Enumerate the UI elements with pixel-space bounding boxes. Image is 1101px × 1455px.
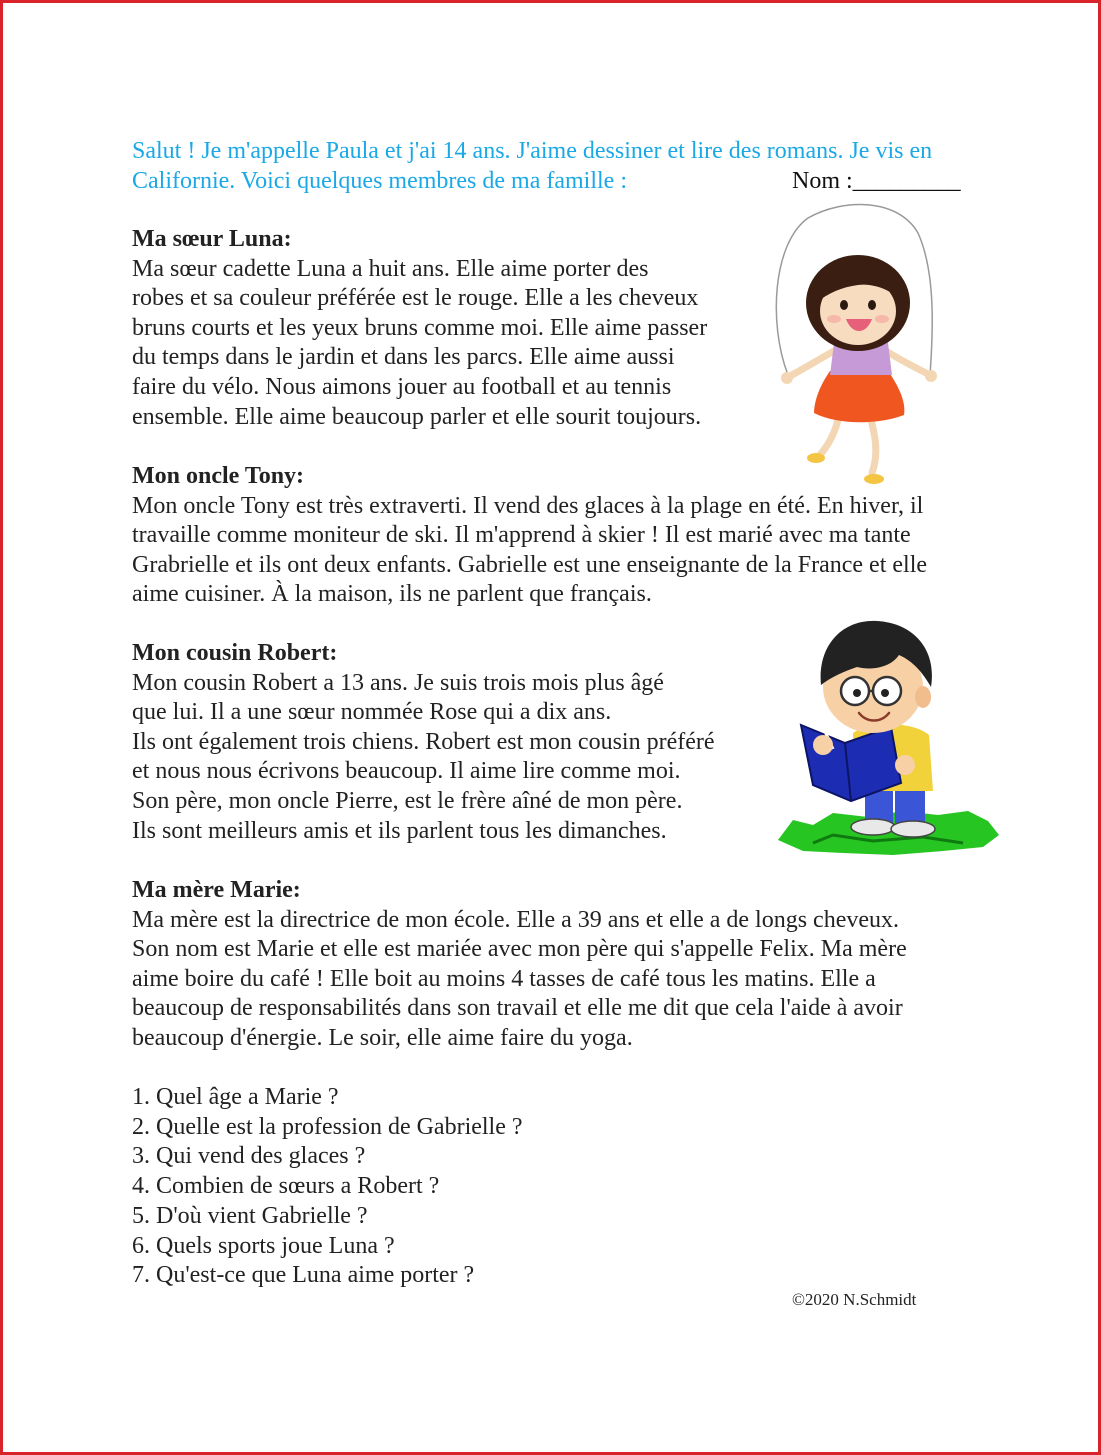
paragraph-line: Ils ont également trois chiens. Robert est mon cousin préféré (132, 728, 715, 755)
section-heading: Mon cousin Robert: (132, 640, 338, 666)
section-robert (132, 639, 715, 846)
paragraph-line: bruns courts et les yeux bruns comme moi. Elle aime passer (132, 314, 708, 341)
paragraph-line: et nous nous écrivons beaucoup. Il aime lire comme moi. (132, 758, 681, 785)
boy-reading-book-illustration (773, 615, 1003, 860)
question-item: 4. Combien de sœurs a Robert ? (132, 1173, 440, 1200)
question-item: 6. Quels sports joue Luna ? (132, 1232, 395, 1259)
paragraph-line: Mon cousin Robert a 13 ans. Je suis trois mois plus âgé (132, 669, 664, 696)
paragraph-line: que lui. Il a une sœur nommée Rose qui a dix ans. (132, 699, 612, 726)
paragraph-line: Grabrielle et ils ont deux enfants. Gabrielle est une enseignante de la France et elle (132, 551, 928, 578)
paragraph-line: travaille comme moniteur de ski. Il m'apprend à skier ! Il est marié avec ma tante (132, 522, 911, 549)
paragraph-line: ensemble. Elle aime beaucoup parler et elle sourit toujours. (132, 403, 702, 430)
section-heading: Mon oncle Tony: (132, 463, 305, 489)
paragraph-line: Ma mère est la directrice de mon école. Elle a 39 ans et elle a de longs cheveux. (132, 906, 900, 933)
question-list (132, 1083, 523, 1291)
question-item: 5. D'où vient Gabrielle ? (132, 1202, 368, 1229)
paragraph-line: beaucoup d'énergie. Le soir, elle aime faire du yoga. (132, 1024, 633, 1051)
question-item: 7. Qu'est-ce que Luna aime porter ? (132, 1262, 475, 1289)
paragraph-line: beaucoup de responsabilités dans son travail et elle me dit que cela l'aide à avoir (132, 995, 903, 1022)
paragraph-line: aime boire du café ! Elle boit au moins 4 tasses de café tous les matins. Elle a (132, 965, 876, 992)
paragraph-line: Mon oncle Tony est très extraverti. Il vend des glaces à la plage en été. En hiver, il (132, 492, 924, 519)
paragraph-line: Son père, mon oncle Pierre, est le frère aîné de mon père. (132, 787, 683, 814)
section-marie (132, 876, 907, 1054)
paragraph-line: aime cuisiner. À la maison, ils ne parlent que français. (132, 581, 652, 608)
intro-line: Californie. Voici quelques membres de ma famille : (132, 168, 627, 194)
paragraph-line: Ma sœur cadette Luna a huit ans. Elle aime porter des (132, 255, 649, 282)
question-item: 3. Qui vend des glaces ? (132, 1143, 366, 1170)
section-heading: Ma sœur Luna: (132, 226, 292, 252)
question-item: 2. Quelle est la profession de Gabrielle ? (132, 1113, 523, 1140)
copyright-notice: ©2020 N.Schmidt (792, 1290, 917, 1309)
section-luna (132, 225, 707, 432)
section-heading: Ma mère Marie: (132, 877, 301, 903)
paragraph-line: du temps dans le jardin et dans les parcs. Elle aime aussi (132, 344, 675, 371)
girl-jumping-rope-illustration (768, 203, 948, 493)
paragraph-line: Ils sont meilleurs amis et ils parlent tous les dimanches. (132, 817, 667, 844)
name-field[interactable]: Nom :_________ (792, 168, 961, 194)
paragraph-line: robes et sa couleur préférée est le rouge. Elle a les cheveux (132, 285, 699, 312)
intro-line: Salut ! Je m'appelle Paula et j'ai 14 ans. J'aime dessiner et lire des romans. Je vis en (132, 138, 933, 164)
question-item: 1. Quel âge a Marie ? (132, 1084, 339, 1110)
paragraph-line: faire du vélo. Nous aimons jouer au football et au tennis (132, 373, 672, 400)
paragraph-line: Son nom est Marie et elle est mariée avec mon père qui s'appelle Felix. Ma mère (132, 936, 907, 963)
